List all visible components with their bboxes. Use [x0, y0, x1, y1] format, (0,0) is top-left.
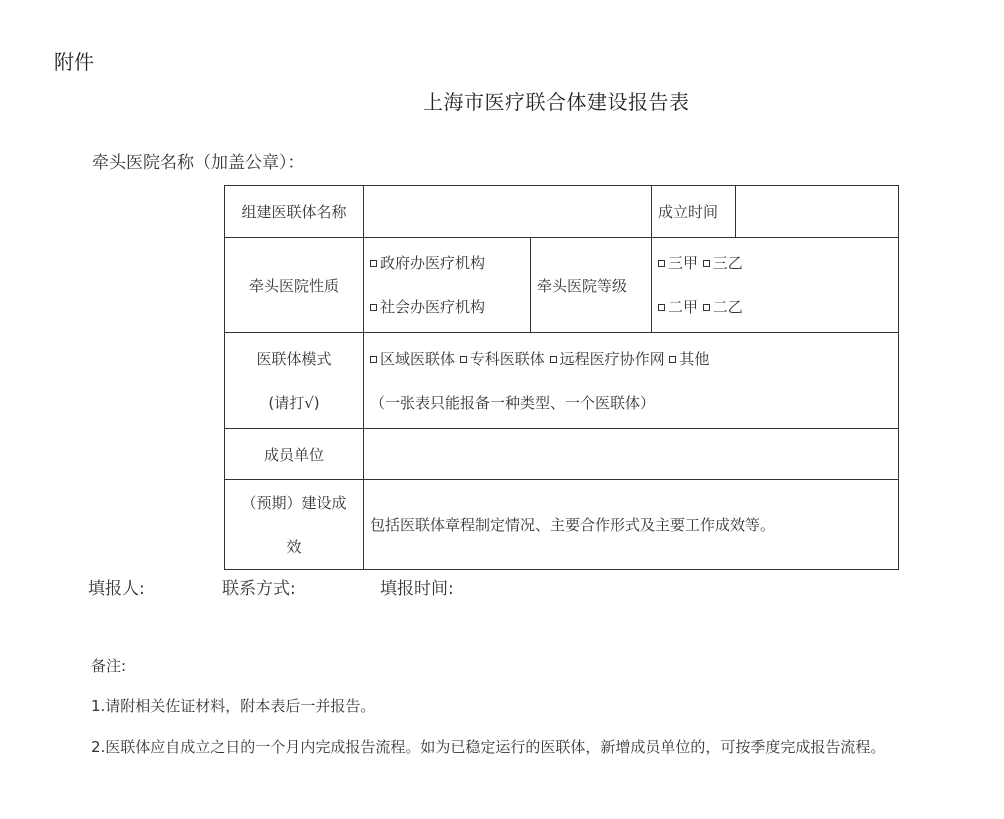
attachment-label: 附件 — [54, 50, 94, 74]
checkbox-icon[interactable] — [658, 260, 665, 267]
member-units-field[interactable] — [364, 429, 899, 480]
grade-option-2b[interactable] — [703, 298, 743, 316]
alliance-mode-label — [225, 333, 364, 429]
contact-label: 联系方式: — [222, 579, 296, 599]
checkbox-icon[interactable] — [703, 260, 710, 267]
lead-hospital-nature-options — [364, 238, 531, 333]
mode-label-line1: 医联体模式 — [256, 349, 332, 368]
lead-hospital-nature-label: 牵头医院性质 — [225, 238, 364, 333]
alliance-name-field[interactable] — [364, 186, 652, 238]
effect-label-line2: 效 — [286, 537, 302, 556]
mode-option-label: 其他 — [679, 349, 710, 368]
construction-effect-field[interactable]: 包括医联体章程制定情况、主要合作形式及主要工作成效等。 — [364, 480, 899, 570]
row-alliance-mode — [225, 333, 899, 429]
nature-option-label: 政府办医疗机构 — [380, 254, 486, 272]
mode-option-label: 专科医联体 — [469, 349, 545, 368]
established-time-field[interactable] — [736, 186, 899, 238]
grade-option-label: 三乙 — [712, 254, 743, 272]
mode-note: （一张表只能报备一种类型、一个医联体） — [370, 393, 656, 412]
lead-hospital-name-label: 牵头医院名称（加盖公章）： — [92, 153, 305, 173]
row-effect — [225, 480, 899, 570]
mode-label-line2: (请打√) — [268, 393, 320, 412]
checkbox-icon[interactable] — [370, 304, 377, 311]
row-alliance-name — [225, 186, 899, 238]
filler-label: 填报人: — [88, 579, 145, 599]
mode-option-label: 远程医疗协作网 — [559, 349, 665, 368]
checkbox-icon[interactable] — [370, 260, 377, 267]
grade-option-3a[interactable] — [658, 254, 698, 272]
nature-option-social[interactable] — [370, 285, 524, 329]
remarks-title: 备注: — [91, 657, 127, 675]
checkbox-icon[interactable] — [550, 356, 557, 363]
remark-item-1: 1.请附相关佐证材料，附本表后一并报告。 — [91, 697, 376, 715]
fill-time-label: 填报时间: — [380, 579, 454, 599]
checkbox-icon[interactable] — [658, 304, 665, 311]
checkbox-icon[interactable] — [370, 356, 377, 363]
grade-option-label: 二甲 — [668, 298, 699, 316]
checkbox-icon[interactable] — [703, 304, 710, 311]
checkbox-icon[interactable] — [460, 356, 467, 363]
construction-effect-label — [225, 480, 364, 570]
mode-option-remote[interactable] — [550, 350, 665, 368]
grade-option-2a[interactable] — [658, 298, 698, 316]
nature-option-label: 社会办医疗机构 — [380, 298, 486, 316]
established-time-label: 成立时间 — [652, 186, 736, 238]
lead-hospital-grade-options — [652, 238, 899, 333]
grade-option-label: 三甲 — [668, 254, 699, 272]
row-members — [225, 429, 899, 480]
mode-option-other[interactable] — [669, 350, 709, 368]
nature-option-government[interactable] — [370, 241, 524, 285]
grade-option-3b[interactable] — [703, 254, 743, 272]
lead-hospital-grade-label: 牵头医院等级 — [531, 238, 652, 333]
form-title: 上海市医疗联合体建设报告表 — [423, 90, 690, 114]
member-units-label: 成员单位 — [225, 429, 364, 480]
effect-label-line1: （预期）建设成 — [241, 493, 347, 512]
alliance-name-label: 组建医联体名称 — [225, 186, 364, 238]
checkbox-icon[interactable] — [669, 356, 676, 363]
mode-option-specialty[interactable] — [460, 350, 545, 368]
remark-item-2: 2.医联体应自成立之日的一个月内完成报告流程。如为已稳定运行的医联体，新增成员单位的，可按季度完成报告流程。 — [91, 738, 886, 756]
alliance-mode-options — [364, 333, 899, 429]
row-lead-hospital — [225, 238, 899, 333]
grade-option-label: 二乙 — [712, 298, 743, 316]
mode-option-regional[interactable] — [370, 350, 455, 368]
report-form-table — [224, 185, 899, 570]
mode-option-label: 区域医联体 — [380, 349, 456, 368]
